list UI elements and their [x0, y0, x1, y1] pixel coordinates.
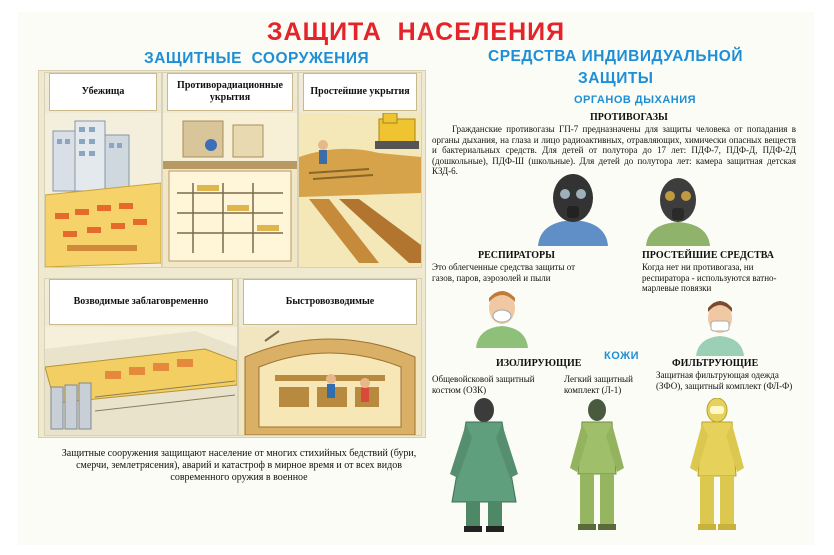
- panel-label: Убежища: [49, 73, 157, 111]
- poster: [18, 12, 814, 545]
- protective-structures-heading: ЗАЩИТНЫЕ СООРУЖЕНИЯ: [144, 50, 370, 67]
- shelter-illustration: [45, 113, 161, 267]
- gasmask-adult-figure: [534, 172, 612, 246]
- panel-shelters: [44, 72, 162, 268]
- simple-means-text: Когда нет ни противогаза, ни респиратора - используются ватно-марлевые повязки: [642, 262, 777, 293]
- structures-caption: Защитные сооружения защищают население от многих стихийных бедствий (бури, смерчи, землетрясения), аварий и катастроф в мирное время и от всех видов современного оружия в военное: [61, 448, 417, 483]
- respirators-heading: РЕСПИРАТОРЫ: [478, 250, 555, 261]
- radiation-shelter-illustration: [163, 113, 297, 267]
- ozk-suit-figure: [444, 398, 522, 534]
- respirator-figure: [474, 288, 530, 348]
- panel-built-in-advance: [44, 278, 238, 436]
- panel-label: Простейшие укрытия: [303, 73, 417, 111]
- ozk-text: Общевойсковой защитный костюм (ОЗК): [432, 374, 535, 395]
- cotton-gauze-mask-figure: [694, 300, 746, 356]
- simple-means-heading: ПРОСТЕЙШИЕ СРЕДСТВА: [642, 250, 775, 261]
- gasmasks-heading: ПРОТИВОГАЗЫ: [590, 112, 668, 123]
- isolating-heading: ИЗОЛИРУЮЩИЕ: [496, 358, 582, 369]
- filtering-heading: ФИЛЬТРУЮЩИЕ: [672, 358, 759, 369]
- panel-radiation-shelters: [162, 72, 298, 268]
- page-title: ЗАЩИТА НАСЕЛЕНИЯ: [266, 18, 566, 46]
- built-in-advance-illustration: [45, 327, 237, 435]
- ppe-heading-line1: СРЕДСТВА ИНДИВИДУАЛЬНОЙ: [488, 48, 743, 65]
- panel-label: Противорадиационные укрытия: [167, 73, 293, 111]
- filtering-text: Защитная фильтрующая одежда (ЗФО), защитный комплект (ФЛ-Ф): [656, 370, 793, 391]
- breathing-organs-heading: ОРГАНОВ ДЫХАНИЯ: [574, 94, 697, 106]
- gasmask-child-figure: [642, 176, 714, 246]
- panel-simple-shelters: [298, 72, 422, 268]
- filtering-suit-figure: [686, 398, 748, 534]
- skin-heading: КОЖИ: [604, 350, 639, 362]
- respirators-text: Это облегченные средства защиты от газов, паров, аэрозолей и пыли: [432, 262, 576, 283]
- quick-built-illustration: [239, 327, 421, 435]
- l1-text: Легкий защитный комплект (Л-1): [564, 374, 633, 395]
- gasmasks-text: Гражданские противогазы ГП-7 предназначены для защиты человека от попадания в органы дыхания, на глаза и лицо радиоактивных, отравляющих, химически опасных веществ и бактериальных средств. Для детей от полутора до 17 лет: ПДФ-7, ПДФ-Д, ПДФ-2Д (дошкольные), ПДФ-Ш (школьные). Для детей до полутора лет: камера защитная детская КЗД-6.: [432, 124, 796, 176]
- panel-label: Быстровозводимые: [243, 279, 417, 325]
- panel-label: Возводимые заблаговременно: [49, 279, 233, 325]
- ppe-heading-line2: ЗАЩИТЫ: [578, 70, 654, 87]
- panel-quick-built: [238, 278, 422, 436]
- l1-suit-figure: [566, 398, 628, 534]
- simple-shelter-illustration: [299, 113, 421, 267]
